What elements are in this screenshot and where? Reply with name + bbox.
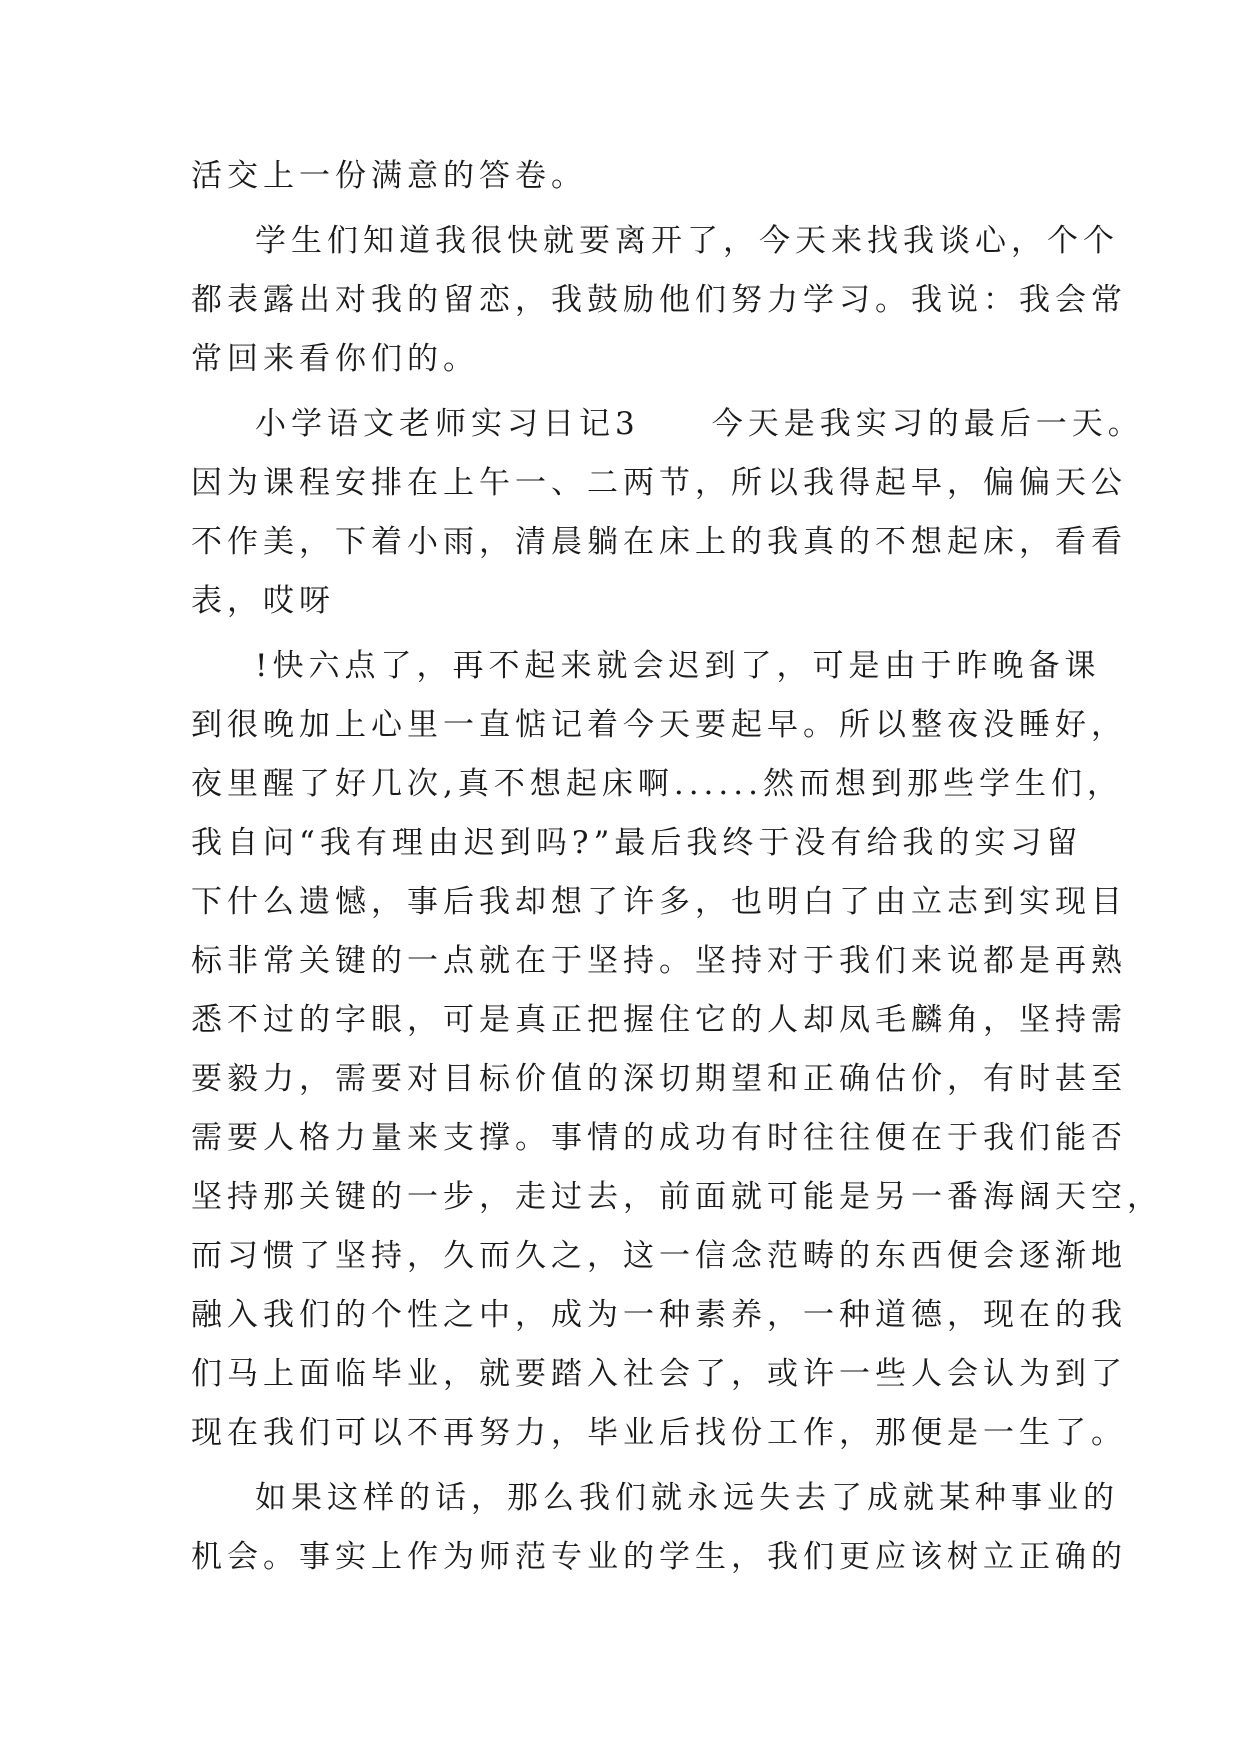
text-line: 因为课程安排在上午一、二两节，所以我得起早，偏偏天公: [191, 465, 1127, 501]
text-line: 机会。事实上作为师范专业的学生，我们更应该树立正确的: [191, 1539, 1127, 1575]
text-line: 夜里醒了好几次,真不想起床啊......然而想到那些学生们，: [191, 766, 1123, 802]
text-line: 都表露出对我的留恋，我鼓励他们努力学习。我说：我会常: [191, 282, 1127, 318]
document-body: [191, 158, 1163, 1598]
text-line: 表，哎呀: [191, 583, 335, 619]
text-line: 学生们知道我很快就要离开了，今天来找我谈心，个个: [255, 223, 1119, 259]
text-line: 现在我们可以不再努力，毕业后找份工作，那便是一生了。: [191, 1415, 1127, 1451]
text-line: 我自问“我有理由迟到吗?”最后我终于没有给我的实习留: [191, 825, 1083, 861]
text-line: 们马上面临毕业，就要踏入社会了，或许一些人会认为到了: [191, 1356, 1127, 1392]
text-line: 要毅力，需要对目标价值的深切期望和正确估价，有时甚至: [191, 1061, 1127, 1097]
text-line: !快六点了，再不起来就会迟到了，可是由于昨晚备课: [255, 648, 1101, 684]
text-line: 融入我们的个性之中，成为一种素养，一种道德，现在的我: [191, 1297, 1127, 1333]
text-line: 下什么遗憾，事后我却想了许多，也明白了由立志到实现目: [191, 884, 1127, 920]
text-line: 到很晚加上心里一直惦记着今天要起早。所以整夜没睡好，: [191, 707, 1127, 743]
text-line: 悉不过的字眼，可是真正把握住它的人却凤毛麟角，坚持需: [191, 1002, 1127, 1038]
text-line: 标非常关键的一点就在于坚持。坚持对于我们来说都是再熟: [191, 943, 1127, 979]
text-line: 小学语文老师实习日记3 今天是我实习的最后一天。: [255, 406, 1144, 442]
text-line: 常回来看你们的。: [191, 341, 479, 377]
text-line: 如果这样的话，那么我们就永远失去了成就某种事业的: [255, 1480, 1119, 1516]
text-line: 不作美，下着小雨，清晨躺在床上的我真的不想起床，看看: [191, 524, 1127, 560]
text-line: 而习惯了坚持，久而久之，这一信念范畴的东西便会逐渐地: [191, 1238, 1127, 1274]
text-line: 需要人格力量来支撑。事情的成功有时往往便在于我们能否: [191, 1120, 1127, 1156]
text-line: 活交上一份满意的答卷。: [191, 158, 587, 194]
text-line: 坚持那关键的一步，走过去，前面就可能是另一番海阔天空，: [191, 1179, 1163, 1215]
